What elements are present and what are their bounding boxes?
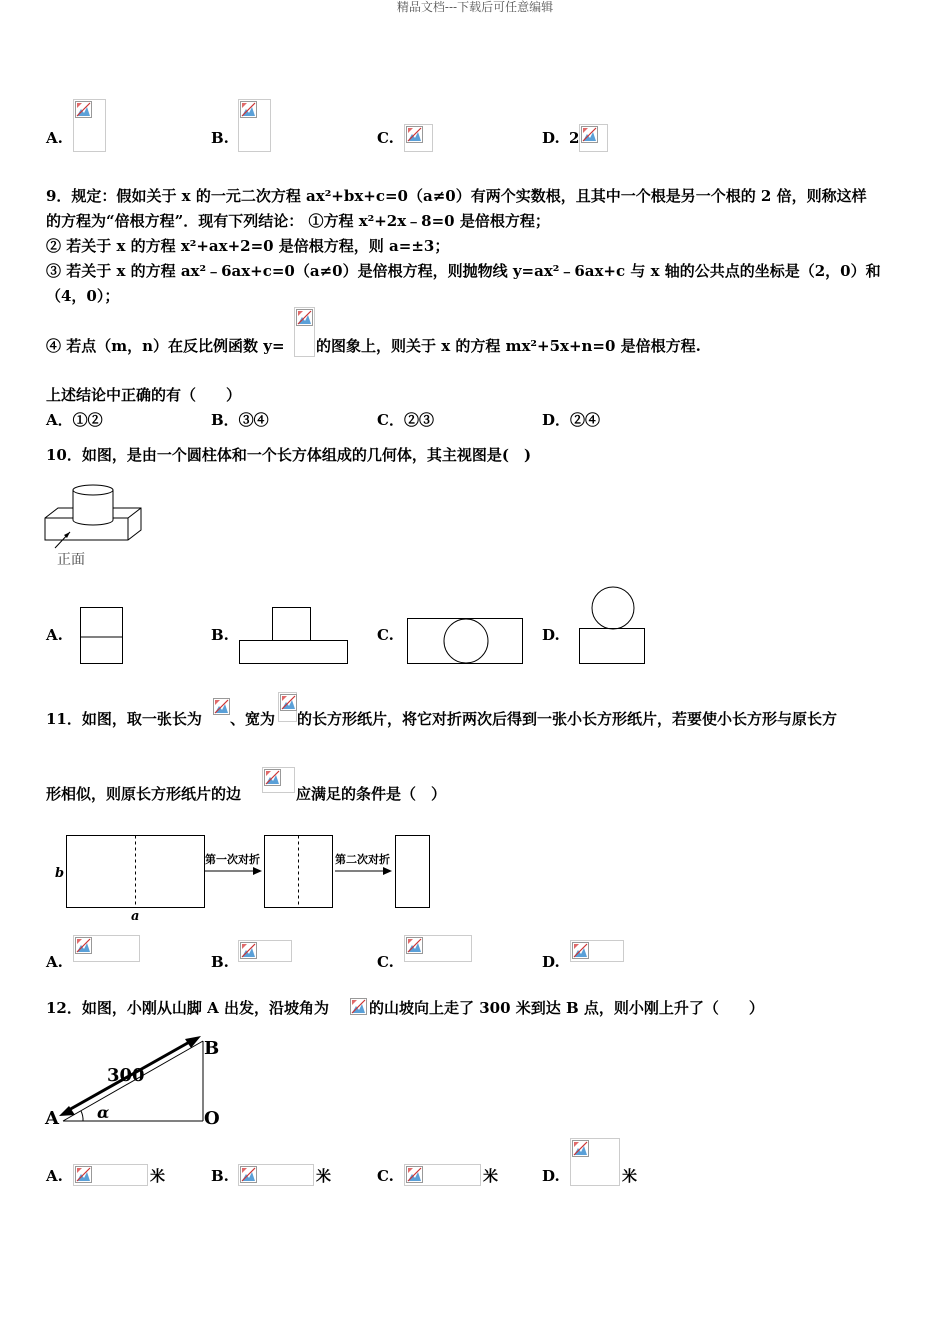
q9-line-4: ③ 若关于 x 的方程 ax²﹣6ax+c=0（a≠0）是倍根方程，则抛物线 y=ax²﹣6ax+c 与 x 轴的公共点的坐标是（2，0）和 [46,262,881,280]
q12-option-d-unit: 米 [622,1167,638,1185]
q9-line-3: ② 若关于 x 的方程 x²+ax+2=0 是倍根方程，则 a=±3； [46,237,450,255]
q11-option-d-label: D. [542,953,560,971]
q12-fig-point-b: B [204,1038,220,1059]
q11-line-1c: 的长方形纸片，将它对折两次后得到一张小长方形纸片，若要使小长方形与原长方 [297,710,838,728]
q12-fig-point-o: O [204,1108,220,1129]
q11-option-b-image [238,940,292,962]
q10-option-c-label: C. [377,626,394,644]
broken-image-icon [75,937,92,954]
broken-image-icon [406,937,423,954]
q12-option-c-label: C. [377,1167,394,1185]
q11-line-1b: 、宽为 [230,710,276,728]
q8-option-a-label: A. [46,129,63,147]
q8-option-d-prefix: 2 [569,129,580,147]
q10-option-c-figure [407,618,525,666]
q12-fig-length-label: 300 [107,1065,145,1086]
q11-option-b-label: B. [211,953,229,971]
q11-option-a-label: A. [46,953,63,971]
q11-option-c-image [404,935,472,962]
broken-image-icon [581,126,598,143]
q12-fig-alpha: α [97,1103,110,1122]
q11-b-image [278,692,297,722]
q10-option-b-figure [239,607,351,665]
q10-option-d-label: D. [542,626,560,644]
q11-line-1a: 11．如图，取一张长为 [46,710,202,728]
q9-option-c: C．②③ [377,411,434,429]
q9-line-6b: 的图象上，则关于 x 的方程 mx²+5x+n=0 是倍根方程. [316,337,701,355]
q11-line-2b: 应满足的条件是（ ） [296,785,447,803]
broken-image-icon [213,698,230,715]
broken-image-icon [264,769,281,786]
broken-image-icon [406,1166,423,1183]
broken-image-icon [75,1166,92,1183]
q9-fraction-image [294,307,315,357]
q10-option-b-label: B. [211,626,229,644]
q12-option-c-image [404,1164,481,1186]
q12-option-d-image [570,1138,620,1186]
q9-line-6a: ④ 若点（m，n）在反比例函数 y= [46,337,285,355]
broken-image-icon [350,998,367,1015]
broken-image-icon [240,1166,257,1183]
q11-fold2-label: 第二次对折 [335,853,390,866]
q8-option-b-image [238,99,271,152]
q12-option-a-image [73,1164,148,1186]
broken-image-icon [406,126,423,143]
q12-option-b-image [238,1164,314,1186]
broken-image-icon [75,101,92,118]
q8-option-d-image [579,124,608,152]
q10-option-d-figure [579,586,647,666]
q11-line-2a: 形相似，则原长方形纸片的边 [46,785,242,803]
q12-option-c-unit: 米 [483,1167,499,1185]
q12-option-b-unit: 米 [316,1167,332,1185]
q12-text-b: 的山坡向上走了 300 米到达 B 点，则小刚上升了（ ） [369,999,764,1017]
q11-fold1-label: 第一次对折 [205,853,260,866]
q12-option-a-unit: 米 [150,1167,166,1185]
q10-front-label: 正面 [57,552,85,568]
broken-image-icon [572,942,589,959]
q8-option-d-label: D. [542,129,560,147]
q11-folding-figure [50,832,440,927]
q8-option-b-label: B. [211,129,229,147]
q9-line-5: （4，0）； [46,287,120,305]
q8-option-c-label: C. [377,129,394,147]
q8-option-a-image [73,99,106,152]
q11-fig-a-label: a [131,909,140,924]
q9-line-7: 上述结论中正确的有（ ） [46,386,242,404]
q11-option-c-label: C. [377,953,394,971]
q9-option-d: D．②④ [542,411,601,429]
broken-image-icon [240,942,257,959]
q12-text-a: 12．如图，小刚从山脚 A 出发，沿坡角为 [46,999,329,1017]
q12-fig-point-a: A [45,1108,59,1129]
q12-option-b-label: B. [211,1167,229,1185]
q9-option-b: B．③④ [211,411,269,429]
q11-a-image [212,697,231,717]
q9-option-a: A．①② [46,411,103,429]
q9-line-2: 的方程为“倍根方程”．现有下列结论： ①方程 x²+2x﹣8=0 是倍根方程； [46,212,550,230]
q11-ratio-image [262,767,295,793]
q10-option-a-figure [80,607,125,665]
q12-option-a-label: A. [46,1167,63,1185]
q10-text: 10．如图，是由一个圆柱体和一个长方体组成的几何体，其主视图是( ) [46,446,532,464]
broken-image-icon [280,694,297,711]
q8-option-c-image [404,124,433,152]
q11-option-d-image [570,940,624,962]
q10-option-a-label: A. [46,626,63,644]
q12-angle-image [349,997,368,1016]
q12-option-d-label: D. [542,1167,560,1185]
q11-option-a-image [73,935,140,962]
broken-image-icon [240,101,257,118]
q11-fig-b-label: b [55,866,65,881]
q9-line-1: 9．规定：假如关于 x 的一元二次方程 ax²+bx+c=0（a≠0）有两个实数根，且其中一个根是另一个根的 2 倍，则称这样 [46,187,867,205]
broken-image-icon [572,1140,589,1157]
broken-image-icon [296,309,313,326]
page-header: 精品文档---下载后可任意编辑 [396,0,554,14]
